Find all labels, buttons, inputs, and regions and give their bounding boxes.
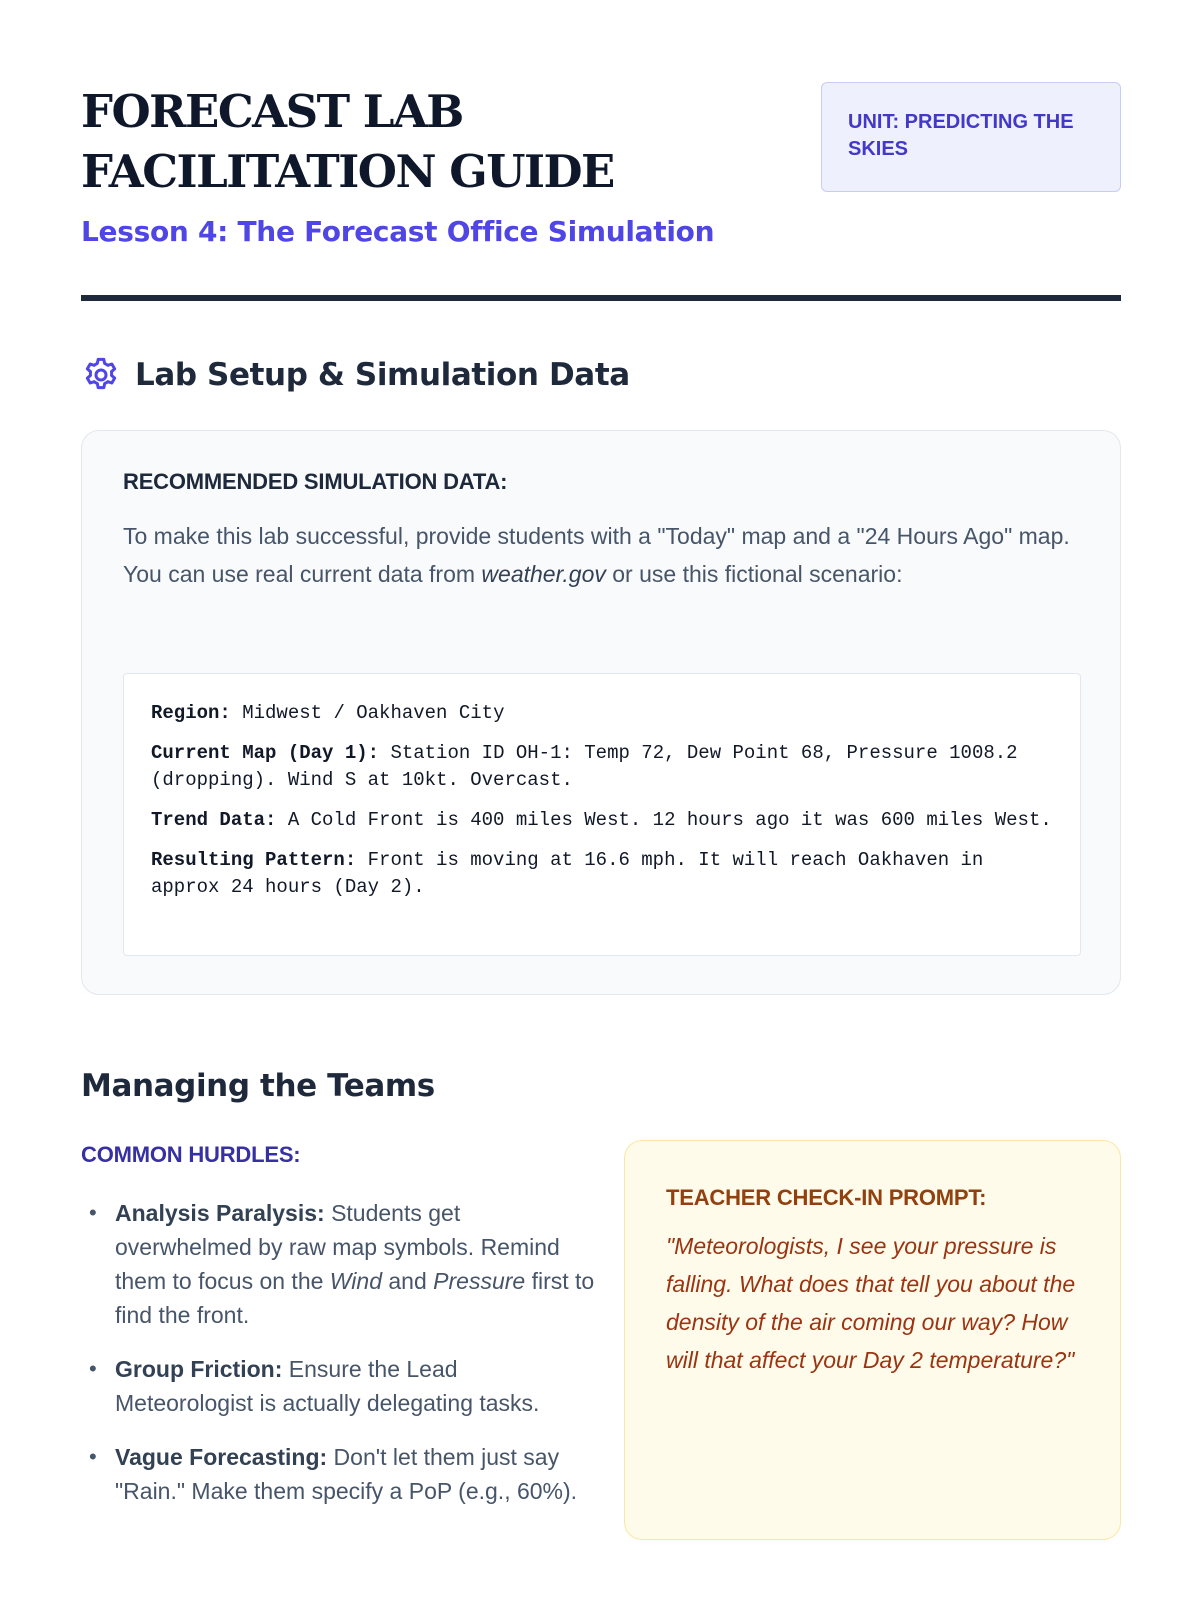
scenario-key: Current Map (Day 1):	[151, 742, 380, 764]
hurdle-term: Group Friction:	[115, 1356, 283, 1382]
scenario-value: Front is moving at 16.6 mph. It will reach Oakhaven in approx 24 hours (Day 2).	[151, 849, 984, 898]
scenario-key: Region:	[151, 702, 231, 724]
setup-section-heading	[81, 355, 630, 395]
gear-icon	[81, 355, 121, 395]
hurdle-text: first to find the front.	[115, 1268, 595, 1328]
bullet-icon: •	[89, 1200, 97, 1225]
scenario-key: Trend Data:	[151, 809, 277, 831]
page-header	[81, 82, 1121, 250]
hurdle-text: Ensure the Lead Meteorologist is actually delegating tasks.	[115, 1356, 540, 1416]
check-in-prompt-quote: "Meteorologists, I see your pressure is falling. What does that tell you about the density of the air coming our way? How will that affect your Day 2 temperature?"	[666, 1233, 1076, 1373]
weather-gov-reference: weather.gov	[481, 561, 606, 587]
bullet-icon: •	[89, 1356, 97, 1381]
scenario-row-region	[151, 700, 1053, 727]
scenario-row-current-map	[151, 740, 1053, 794]
scenario-row-pattern	[151, 847, 1053, 901]
scenario-row-trend	[151, 807, 1053, 834]
intro-text-start: To make this lab successful, provide students with a "Today" map and a "24 Hours Ago" map. You can use real current data from	[123, 523, 1070, 587]
list-item	[81, 1352, 601, 1420]
setup-heading-text: Lab Setup & Simulation Data	[135, 357, 630, 393]
list-item	[81, 1196, 601, 1332]
intro-text-end: or use this fictional scenario:	[605, 561, 903, 587]
simulation-intro	[123, 517, 1079, 593]
hurdles-list	[81, 1196, 601, 1528]
hurdle-text: Students get overwhelmed by raw map symbols. Remind them to focus on the	[115, 1200, 560, 1294]
hurdle-emphasis: Wind	[329, 1268, 382, 1294]
simulation-data-card	[81, 430, 1121, 995]
scenario-key: Resulting Pattern:	[151, 849, 357, 871]
scenario-value: A Cold Front is 400 miles West. 12 hours ago it was 600 miles West.	[276, 809, 1052, 831]
hurdle-text: and	[382, 1268, 434, 1294]
teacher-check-in-card	[624, 1140, 1121, 1540]
lesson-subtitle: Lesson 4: The Forecast Office Simulation	[81, 215, 715, 248]
bullet-icon: •	[89, 1444, 97, 1469]
check-in-prompt-label: TEACHER CHECK-IN PROMPT:	[666, 1185, 987, 1210]
hurdle-term: Analysis Paralysis:	[115, 1200, 325, 1226]
page-title: FORECAST LAB FACILITATION GUIDE	[81, 85, 614, 198]
hurdle-term: Vague Forecasting:	[115, 1444, 328, 1470]
header-divider	[81, 295, 1121, 301]
simulation-data-label: RECOMMENDED SIMULATION DATA:	[123, 469, 508, 494]
teams-heading: Managing the Teams	[81, 1068, 435, 1104]
scenario-data-box	[123, 673, 1081, 956]
hurdle-text: Don't let them just say "Rain." Make them specify a PoP (e.g., 60%).	[115, 1444, 578, 1504]
unit-badge: UNIT: PREDICTING THE SKIES	[821, 82, 1121, 192]
scenario-value: Station ID OH-1: Temp 72, Dew Point 68, Pressure 1008.2 (dropping). Wind S at 10kt. Overcast.	[151, 742, 1018, 791]
hurdle-emphasis: Pressure	[433, 1268, 526, 1294]
list-item	[81, 1440, 601, 1508]
common-hurdles-label: COMMON HURDLES:	[81, 1142, 301, 1167]
scenario-value: Midwest / Oakhaven City	[230, 702, 505, 724]
